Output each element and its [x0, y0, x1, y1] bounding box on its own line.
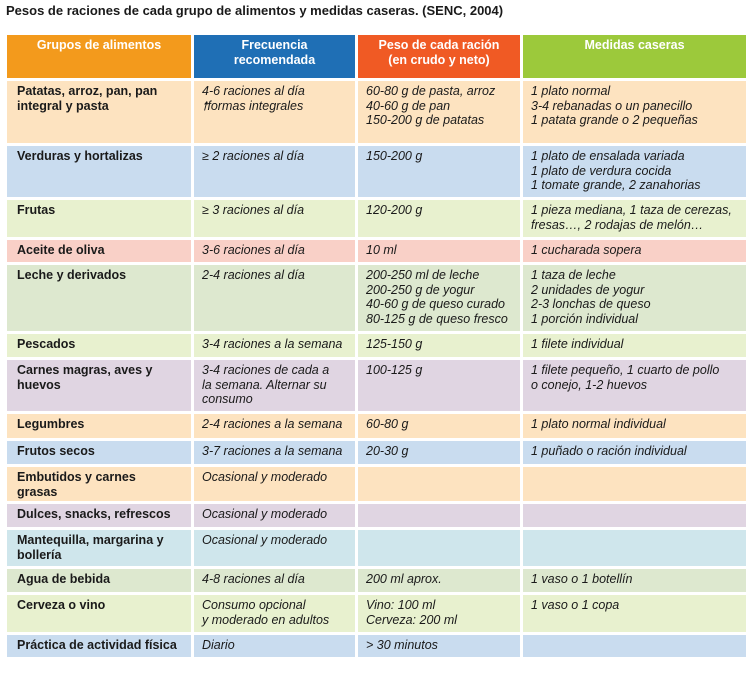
table-row	[7, 265, 746, 331]
cell-measure: 1 plato normal 3-4 rebanadas o un panecillo 1 patata grande o 2 pequeñas	[523, 81, 746, 143]
table-row	[7, 146, 746, 197]
cell-group: Cerveza o vino	[7, 595, 191, 632]
cell-frequency: 4-6 raciones al día 🠕formas integrales	[194, 81, 355, 143]
cell-weight: 125-150 g	[358, 334, 520, 357]
table-row	[7, 595, 746, 632]
cell-measure: 1 vaso o 1 botellín	[523, 569, 746, 592]
cell-frequency: Ocasional y moderado	[194, 530, 355, 566]
page-title: Pesos de raciones de cada grupo de alimentos y medidas caseras. (SENC, 2004)	[6, 3, 504, 18]
header-frequency: Frecuencia recomendada	[194, 35, 355, 78]
table-row	[7, 569, 746, 592]
cell-weight: 200-250 ml de leche 200-250 g de yogur 40-60 g de queso curado 80-125 g de queso fresco	[358, 265, 520, 331]
cell-weight: 20-30 g	[358, 441, 520, 464]
header-portion-weight: Peso de cada ración (en crudo y neto)	[358, 35, 520, 78]
cell-frequency: Ocasional y moderado	[194, 467, 355, 501]
cell-group: Práctica de actividad física	[7, 635, 191, 657]
cell-group: Leche y derivados	[7, 265, 191, 331]
cell-frequency: 2-4 raciones a la semana	[194, 414, 355, 438]
cell-group: Agua de bebida	[7, 569, 191, 592]
header-household-measures: Medidas caseras	[523, 35, 746, 78]
cell-frequency: 2-4 raciones al día	[194, 265, 355, 331]
cell-weight	[358, 504, 520, 527]
cell-weight	[358, 530, 520, 566]
cell-frequency: Diario	[194, 635, 355, 657]
cell-group: Carnes magras, aves y huevos	[7, 360, 191, 411]
cell-measure: 1 pieza mediana, 1 taza de cerezas, fresas…, 2 rodajas de melón…	[523, 200, 746, 237]
cell-group: Embutidos y carnes grasas	[7, 467, 191, 501]
cell-weight: 120-200 g	[358, 200, 520, 237]
cell-group: Dulces, snacks, refrescos	[7, 504, 191, 527]
cell-frequency: ≥ 2 raciones al día	[194, 146, 355, 197]
cell-group: Aceite de oliva	[7, 240, 191, 262]
table-row	[7, 441, 746, 464]
cell-group: Frutos secos	[7, 441, 191, 464]
cell-frequency: 3-7 raciones a la semana	[194, 441, 355, 464]
cell-measure: 1 filete individual	[523, 334, 746, 357]
table-header	[7, 35, 746, 78]
cell-group: Mantequilla, margarina y bollería	[7, 530, 191, 566]
cell-group: Legumbres	[7, 414, 191, 438]
cell-weight: 100-125 g	[358, 360, 520, 411]
cell-group: Frutas	[7, 200, 191, 237]
cell-weight: 60-80 g	[358, 414, 520, 438]
cell-weight: > 30 minutos	[358, 635, 520, 657]
table-row	[7, 530, 746, 566]
table-row	[7, 81, 746, 143]
cell-frequency: Consumo opcional y moderado en adultos	[194, 595, 355, 632]
cell-measure	[523, 467, 746, 501]
cell-frequency: ≥ 3 raciones al día	[194, 200, 355, 237]
cell-measure: 1 filete pequeño, 1 cuarto de pollo o conejo, 1-2 huevos	[523, 360, 746, 411]
cell-group: Patatas, arroz, pan, pan integral y pasta	[7, 81, 191, 143]
table-row	[7, 504, 746, 527]
cell-frequency: 3-6 raciones al día	[194, 240, 355, 262]
food-portions-table	[4, 32, 749, 660]
cell-weight	[358, 467, 520, 501]
cell-weight: 60-80 g de pasta, arroz 40-60 g de pan 150-200 g de patatas	[358, 81, 520, 143]
cell-frequency: 4-8 raciones al día	[194, 569, 355, 592]
cell-group: Verduras y hortalizas	[7, 146, 191, 197]
cell-frequency: Ocasional y moderado	[194, 504, 355, 527]
cell-weight: 10 ml	[358, 240, 520, 262]
cell-measure: 1 taza de leche 2 unidades de yogur 2-3 lonchas de queso 1 porción individual	[523, 265, 746, 331]
cell-measure	[523, 530, 746, 566]
cell-measure	[523, 504, 746, 527]
cell-frequency: 3-4 raciones a la semana	[194, 334, 355, 357]
cell-measure	[523, 635, 746, 657]
table-row	[7, 467, 746, 501]
cell-weight: Vino: 100 ml Cerveza: 200 ml	[358, 595, 520, 632]
cell-measure: 1 cucharada sopera	[523, 240, 746, 262]
table-row	[7, 360, 746, 411]
table-row	[7, 414, 746, 438]
cell-weight: 150-200 g	[358, 146, 520, 197]
cell-measure: 1 vaso o 1 copa	[523, 595, 746, 632]
table-row	[7, 200, 746, 237]
table-row	[7, 334, 746, 357]
cell-measure: 1 plato de ensalada variada 1 plato de verdura cocida 1 tomate grande, 2 zanahorias	[523, 146, 746, 197]
table-row	[7, 635, 746, 657]
table-row	[7, 240, 746, 262]
cell-measure: 1 puñado o ración individual	[523, 441, 746, 464]
cell-measure: 1 plato normal individual	[523, 414, 746, 438]
cell-group: Pescados	[7, 334, 191, 357]
cell-frequency: 3-4 raciones de cada a la semana. Alternar su consumo	[194, 360, 355, 411]
cell-weight: 200 ml aprox.	[358, 569, 520, 592]
header-food-groups: Grupos de alimentos	[7, 35, 191, 78]
